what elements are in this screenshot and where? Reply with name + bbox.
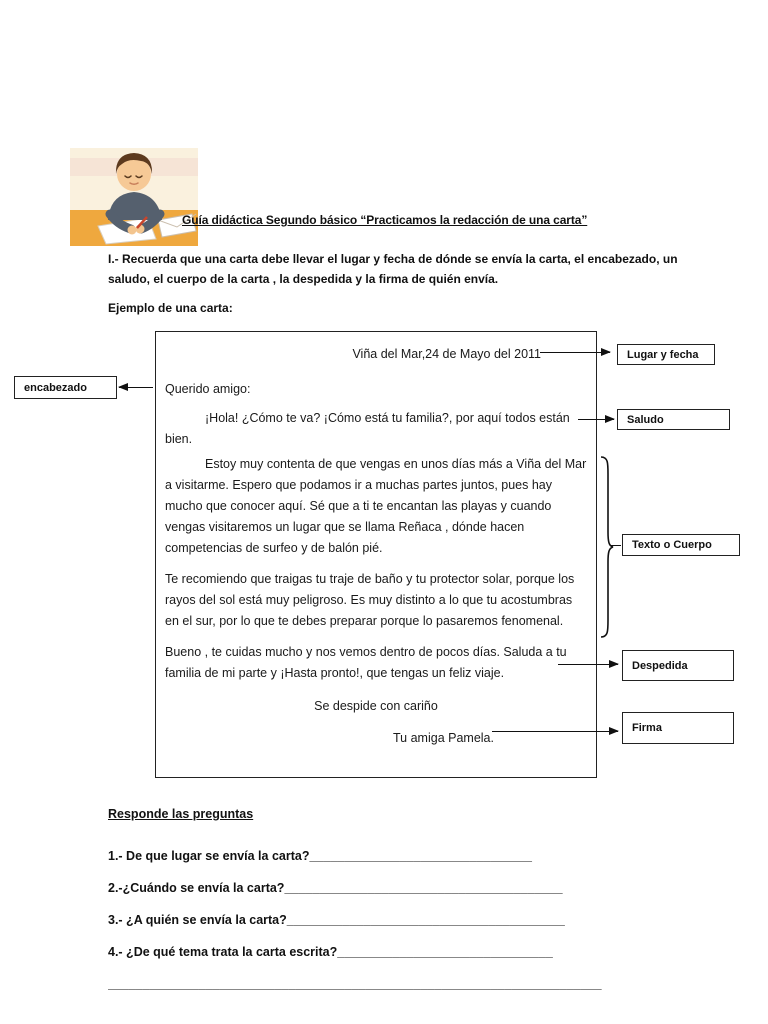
arrow-firma	[492, 731, 618, 732]
question-1: 1.- De que lugar se envía la carta?________________________________	[108, 849, 532, 863]
question-2: 2.-¿Cuándo se envía la carta?________________________________________	[108, 881, 563, 895]
letter-date: Viña del Mar,24 de Mayo del 2011	[352, 347, 541, 361]
arrow-lugar-y-fecha	[540, 352, 610, 353]
letter-despedida-paragraph: Bueno , te cuidas mucho y nos vemos dentro de pocos días. Saluda a tu familia de mi parte y ¡Hasta pronto!, que tengas un feliz viaje.	[165, 645, 567, 680]
question-4: 4.- ¿De qué tema trata la carta escrita?_______________________________	[108, 945, 553, 959]
answer-blank-line: _______________________________________________________________________	[108, 977, 602, 991]
arrow-despedida	[558, 664, 618, 665]
letter-greeting: Querido amigo:	[165, 382, 251, 396]
letter-example-box	[155, 331, 597, 778]
callout-despedida: Despedida	[622, 650, 734, 681]
question-3: 3.- ¿A quién se envía la carta?________________________________________	[108, 913, 565, 927]
questions-section	[108, 806, 738, 1008]
letter-signature: Tu amiga Pamela.	[393, 731, 494, 745]
boy-writing-icon	[70, 148, 198, 246]
letter-closing: Se despide con cariño	[314, 699, 438, 713]
intro-paragraph: I.- Recuerda que una carta debe llevar el lugar y fecha de dónde se envía la carta, el encabezado, un saludo, el cuerpo de la carta , la despedida y la firma de quién envía.	[108, 252, 678, 286]
callout-lugar-y-fecha: Lugar y fecha	[617, 344, 715, 365]
example-label: Ejemplo de una carta:	[108, 301, 233, 315]
questions-heading: Responde las preguntas	[108, 807, 254, 821]
arrow-saludo	[578, 419, 614, 420]
letter-saludo-paragraph: ¡Hola! ¿Cómo te va? ¡Cómo está tu familia?, por aquí todos están bien.	[165, 411, 570, 446]
arrow-encabezado	[119, 387, 153, 388]
curly-brace-icon	[598, 454, 614, 640]
page-title: Guía didáctica Segundo básico “Practicamos la redacción de una carta”	[182, 213, 588, 227]
boy-writing-illustration	[70, 148, 198, 246]
callout-firma: Firma	[622, 712, 734, 744]
callout-encabezado: encabezado	[14, 376, 117, 399]
callout-saludo: Saludo	[617, 409, 730, 430]
letter-body-paragraph-1: Estoy muy contenta de que vengas en unos días más a Viña del Mar a visitarme. Espero que podamos ir a muchas partes juntos, pues hay mucho que conocer aquí. Sé que a ti te encantan las playas y cuando vengas visitaremos un lugar que se llama Reñaca , dónde hacen competencias de surfeo y de balón pié.	[165, 457, 587, 555]
letter-body-paragraph-2: Te recomiendo que traigas tu traje de baño y tu protector solar, porque los rayos del sol está muy peligroso. Es muy distinto a lo que tu acostumbras en el sur, por lo que te debes preparar porque lo pasaremos fenomenal.	[165, 572, 575, 628]
callout-texto-o-cuerpo: Texto o Cuerpo	[622, 534, 740, 556]
